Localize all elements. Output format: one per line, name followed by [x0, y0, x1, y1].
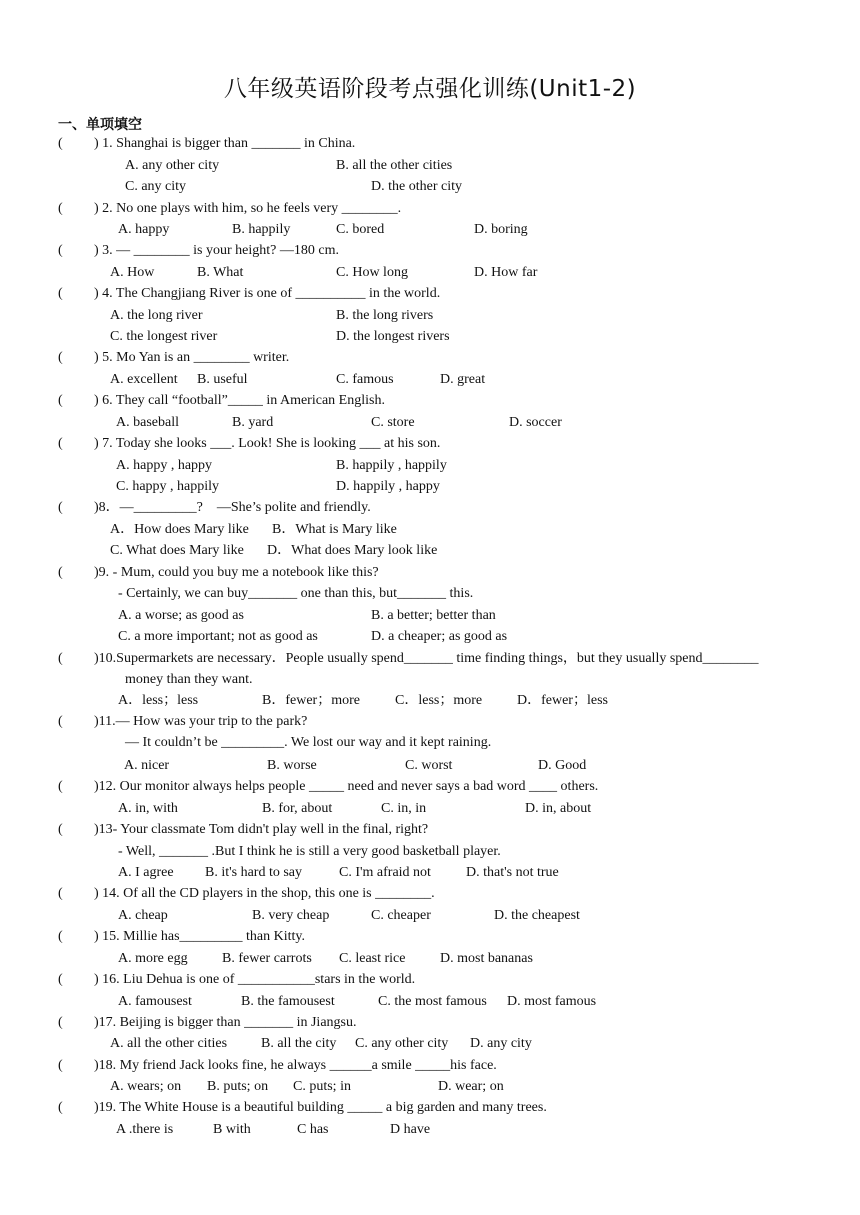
answer-paren-open: ( [58, 243, 63, 258]
section-heading: 一、单项填空 [58, 117, 142, 133]
answer-option: B. worse [267, 758, 317, 773]
answer-option: C. What does Mary like [110, 543, 244, 558]
answer-paren-open: ( [58, 1015, 63, 1030]
answer-paren-open: ( [58, 822, 63, 837]
answer-option: B. fewer carrots [222, 951, 312, 966]
question-stem: )12. Our monitor always helps people _____ need and never says a bad word ____ others. [94, 779, 599, 794]
question-stem: )8．—_________? —She’s polite and friendly. [94, 500, 371, 515]
answer-option: A．How does Mary like [110, 522, 249, 537]
answer-option: D. any city [470, 1036, 532, 1051]
answer-option: A. any other city [125, 158, 220, 173]
question-continuation: - Certainly, we can buy_______ one than this, but_______ this. [118, 586, 474, 601]
answer-option: A. happy [118, 222, 170, 237]
answer-option: D. great [440, 372, 486, 387]
answer-option: A. cheap [118, 908, 168, 923]
answer-paren-open: ( [58, 393, 63, 408]
answer-option: B. all the city [261, 1036, 337, 1051]
answer-option: C. happy , happily [116, 479, 220, 494]
answer-option: D．What does Mary look like [267, 543, 438, 558]
question-stem: )13- Your classmate Tom didn't play well in the final, right? [94, 822, 429, 837]
answer-option: A. I agree [118, 865, 174, 880]
question-continuation: - Well, _______ .But I think he is still a very good basketball player. [118, 844, 501, 859]
answer-option: D. soccer [509, 415, 562, 430]
answer-option: C. famous [336, 372, 394, 387]
answer-option: B. yard [232, 415, 274, 430]
answer-paren-open: ( [58, 436, 63, 451]
answer-option: A. happy , happy [116, 458, 213, 473]
answer-option: A．less；less [118, 693, 199, 708]
answer-option: D. the cheapest [494, 908, 580, 923]
answer-option: C. the longest river [110, 329, 218, 344]
answer-option: A .there is [116, 1122, 174, 1137]
answer-paren-open: ( [58, 1100, 63, 1115]
answer-option: C. any city [125, 179, 187, 194]
answer-paren-open: ( [58, 565, 63, 580]
answer-option: D．fewer；less [517, 693, 608, 708]
answer-option: B. all the other cities [336, 158, 453, 173]
answer-option: B. happily , happily [336, 458, 447, 473]
answer-option: A. nicer [124, 758, 170, 773]
answer-option: D. that's not true [466, 865, 559, 880]
answer-option: B．What is Mary like [272, 522, 397, 537]
answer-option: C. bored [336, 222, 385, 237]
answer-option: D. Good [538, 758, 587, 773]
question-stem: ) 2. No one plays with him, so he feels very ________. [94, 201, 402, 216]
answer-paren-open: ( [58, 136, 63, 151]
answer-option: C. least rice [339, 951, 406, 966]
answer-option: C. in, in [381, 801, 427, 816]
question-stem: )17. Beijing is bigger than _______ in Jiangsu. [94, 1015, 357, 1030]
answer-paren-open: ( [58, 1058, 63, 1073]
answer-option: D. boring [474, 222, 528, 237]
answer-paren-open: ( [58, 500, 63, 515]
answer-option: B．fewer；more [262, 693, 360, 708]
answer-paren-open: ( [58, 350, 63, 365]
page-title: 八年级英语阶段考点强化训练(Unit1-2) [223, 76, 637, 102]
answer-option: C. puts; in [293, 1079, 351, 1094]
answer-option: A. all the other cities [110, 1036, 228, 1051]
answer-option: C. How long [336, 265, 408, 280]
answer-option: D. happily , happy [336, 479, 440, 494]
answer-paren-open: ( [58, 972, 63, 987]
answer-option: D. How far [474, 265, 538, 280]
answer-option: A. baseball [116, 415, 179, 430]
question-stem: ) 14. Of all the CD players in the shop, this one is ________. [94, 886, 435, 901]
answer-option: A. more egg [118, 951, 188, 966]
answer-paren-open: ( [58, 886, 63, 901]
answer-paren-open: ( [58, 714, 63, 729]
question-continuation: money than they want. [125, 672, 253, 687]
question-stem: ) 5. Mo Yan is an ________ writer. [94, 350, 290, 365]
answer-option: D. the other city [371, 179, 462, 194]
answer-option: C．less；more [395, 693, 483, 708]
answer-option: D. in, about [525, 801, 592, 816]
question-stem: ) 4. The Changjiang River is one of __________ in the world. [94, 286, 441, 301]
answer-option: B. What [197, 265, 244, 280]
answer-paren-open: ( [58, 651, 63, 666]
answer-option: D. wear; on [438, 1079, 504, 1094]
answer-option: B with [213, 1122, 251, 1137]
answer-option: B. a better; better than [371, 608, 496, 623]
answer-paren-open: ( [58, 929, 63, 944]
question-stem: ) 6. They call “football”_____ in American English. [94, 393, 385, 408]
question-stem: )18. My friend Jack looks fine, he always ______a smile _____his face. [94, 1058, 497, 1073]
answer-option: C. a more important; not as good as [118, 629, 318, 644]
answer-option: C. the most famous [378, 994, 487, 1009]
answer-option: B. very cheap [252, 908, 330, 923]
answer-option: A. famousest [118, 994, 192, 1009]
question-continuation: — It couldn’t be _________. We lost our way and it kept raining. [125, 735, 492, 750]
answer-option: A. excellent [110, 372, 178, 387]
answer-paren-open: ( [58, 201, 63, 216]
answer-option: D have [390, 1122, 431, 1137]
answer-option: B. happily [232, 222, 291, 237]
answer-option: A. wears; on [110, 1079, 182, 1094]
answer-option: C. cheaper [371, 908, 431, 923]
answer-option: C. worst [405, 758, 453, 773]
answer-option: D. the longest rivers [336, 329, 450, 344]
answer-option: C has [297, 1122, 329, 1137]
answer-option: D. most famous [507, 994, 597, 1009]
answer-option: C. any other city [355, 1036, 449, 1051]
question-stem: ) 3. — ________ is your height? —180 cm. [94, 243, 339, 258]
question-stem: ) 7. Today she looks ___. Look! She is looking ___ at his son. [94, 436, 441, 451]
answer-option: D. most bananas [440, 951, 533, 966]
answer-option: B. the long rivers [336, 308, 434, 323]
question-stem: )11.— How was your trip to the park? [94, 714, 308, 729]
question-stem: )19. The White House is a beautiful building _____ a big garden and many trees. [94, 1100, 547, 1115]
answer-option: A. the long river [110, 308, 203, 323]
question-stem: ) 16. Liu Dehua is one of ___________stars in the world. [94, 972, 416, 987]
question-stem: ) 1. Shanghai is bigger than _______ in China. [94, 136, 356, 151]
answer-paren-open: ( [58, 779, 63, 794]
answer-option: B. for, about [262, 801, 333, 816]
answer-option: A. How [110, 265, 155, 280]
answer-option: B. it's hard to say [205, 865, 303, 880]
answer-option: B. puts; on [207, 1079, 269, 1094]
answer-option: B. useful [197, 372, 248, 387]
answer-paren-open: ( [58, 286, 63, 301]
question-stem: ) 15. Millie has_________ than Kitty. [94, 929, 306, 944]
answer-option: B. the famousest [241, 994, 335, 1009]
question-stem: )9. - Mum, could you buy me a notebook like this? [94, 565, 379, 580]
answer-option: C. store [371, 415, 415, 430]
answer-option: A. in, with [118, 801, 178, 816]
answer-option: A. a worse; as good as [118, 608, 244, 623]
answer-option: C. I'm afraid not [339, 865, 431, 880]
question-stem: )10.Supermarkets are necessary．People usually spend_______ time finding things，but they usually spend________ [94, 651, 759, 666]
answer-option: D. a cheaper; as good as [371, 629, 508, 644]
